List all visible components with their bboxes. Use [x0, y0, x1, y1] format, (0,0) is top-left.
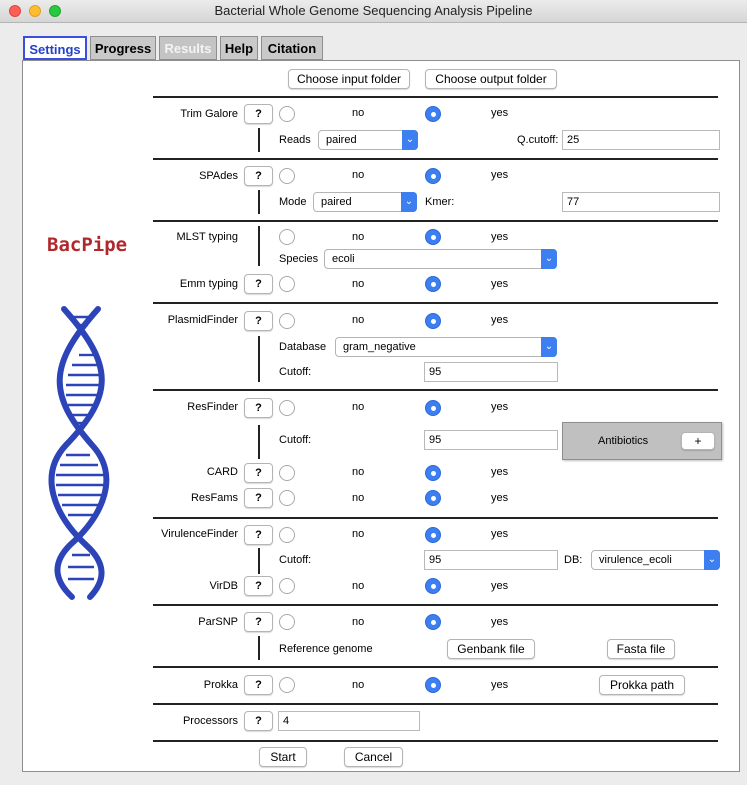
separator	[153, 517, 718, 519]
parsnp-yes-radio[interactable]	[425, 614, 441, 630]
emm-no-radio[interactable]	[279, 276, 295, 292]
chevron-down-icon: ⌄	[402, 130, 418, 150]
no-label: no	[352, 314, 365, 326]
db-value: virulence_ecoli	[599, 554, 672, 566]
separator	[153, 666, 718, 668]
connector	[258, 190, 260, 214]
card-label: CARD	[206, 466, 238, 478]
no-label: no	[352, 580, 365, 592]
no-label: no	[352, 679, 365, 691]
virulencefinder-help-button[interactable]: ?	[244, 525, 273, 545]
start-button[interactable]: Start	[259, 747, 307, 767]
prokka-path-button[interactable]: Prokka path	[599, 675, 685, 695]
species-label: Species	[279, 253, 319, 265]
virulencefinder-label: VirulenceFinder	[161, 528, 238, 540]
no-label: no	[352, 401, 365, 413]
no-label: no	[352, 107, 365, 119]
card-yes-radio[interactable]	[425, 465, 441, 481]
reads-value: paired	[326, 134, 357, 146]
plasmidfinder-help-button[interactable]: ?	[244, 311, 273, 331]
yes-label: yes	[491, 278, 509, 290]
tab-help[interactable]: Help	[220, 36, 258, 60]
antibiotics-panel	[562, 422, 722, 460]
no-label: no	[352, 616, 365, 628]
database-select[interactable]	[335, 337, 557, 357]
reads-label: Reads	[279, 134, 311, 146]
spades-help-button[interactable]: ?	[244, 166, 273, 186]
tab-settings[interactable]: Settings	[23, 36, 87, 60]
prokka-yes-radio[interactable]	[425, 677, 441, 693]
emm-typing-help-button[interactable]: ?	[244, 274, 273, 294]
yes-label: yes	[491, 169, 509, 181]
parsnp-no-radio[interactable]	[279, 614, 295, 630]
connector	[258, 336, 260, 382]
database-label: Database	[279, 341, 327, 353]
parsnp-label: ParSNP	[198, 616, 238, 628]
mode-value: paired	[321, 196, 352, 208]
connector	[258, 226, 260, 266]
yes-label: yes	[491, 401, 509, 413]
trim-galore-help-button[interactable]: ?	[244, 104, 273, 124]
yes-label: yes	[491, 492, 509, 504]
separator	[153, 389, 718, 391]
separator	[153, 302, 718, 304]
emm-typing-label: Emm typing	[179, 278, 238, 290]
parsnp-help-button[interactable]: ?	[244, 612, 273, 632]
separator	[153, 703, 718, 705]
resfinder-cutoff-label: Cutoff:	[279, 434, 312, 446]
virdb-yes-radio[interactable]	[425, 578, 441, 594]
connector	[258, 128, 260, 152]
plasmidfinder-yes-radio[interactable]	[425, 313, 441, 329]
resfams-help-button[interactable]: ?	[244, 488, 273, 508]
title-bar	[0, 0, 747, 23]
separator	[153, 158, 718, 160]
species-select[interactable]	[324, 249, 557, 269]
processors-help-button[interactable]: ?	[244, 711, 273, 731]
no-label: no	[352, 278, 365, 290]
close-window-icon[interactable]	[9, 5, 21, 17]
yes-label: yes	[491, 679, 509, 691]
resfinder-help-button[interactable]: ?	[244, 398, 273, 418]
chevron-down-icon: ⌄	[401, 192, 417, 212]
no-label: no	[352, 231, 365, 243]
card-no-radio[interactable]	[279, 465, 295, 481]
plasmidfinder-cutoff-label: Cutoff:	[279, 366, 312, 378]
no-label: no	[352, 528, 365, 540]
plasmidfinder-no-radio[interactable]	[279, 313, 295, 329]
connector	[258, 636, 260, 660]
yes-label: yes	[491, 107, 509, 119]
virulencefinder-cutoff-label: Cutoff:	[279, 554, 312, 566]
resfinder-yes-radio[interactable]	[425, 400, 441, 416]
cancel-button[interactable]: Cancel	[344, 747, 403, 767]
resfams-no-radio[interactable]	[279, 490, 295, 506]
separator	[153, 740, 718, 742]
choose-output-folder-button[interactable]: Choose output folder	[425, 69, 557, 89]
virulencefinder-cutoff-input[interactable]: 95	[424, 550, 558, 570]
resfams-yes-radio[interactable]	[425, 490, 441, 506]
chevron-down-icon: ⌄	[541, 249, 557, 269]
chevron-down-icon: ⌄	[541, 337, 557, 357]
chevron-down-icon: ⌄	[704, 550, 720, 570]
kmer-label: Kmer:	[425, 196, 455, 208]
yes-label: yes	[491, 528, 509, 540]
connector	[258, 548, 260, 574]
plasmidfinder-cutoff-input[interactable]: 95	[424, 362, 558, 382]
separator	[153, 604, 718, 606]
yes-label: yes	[491, 580, 509, 592]
resfams-label: ResFams	[190, 492, 238, 504]
tab-results: Results	[159, 36, 217, 60]
species-value: ecoli	[332, 253, 355, 265]
tab-citation[interactable]: Citation	[261, 36, 323, 60]
emm-yes-radio[interactable]	[425, 276, 441, 292]
virulencefinder-yes-radio[interactable]	[425, 527, 441, 543]
yes-label: yes	[491, 616, 509, 628]
plasmidfinder-label: PlasmidFinder	[167, 314, 238, 326]
mode-label: Mode	[279, 196, 307, 208]
card-help-button[interactable]: ?	[244, 463, 273, 483]
resfinder-cutoff-input[interactable]: 95	[424, 430, 558, 450]
mlst-no-radio[interactable]	[279, 229, 295, 245]
add-antibiotics-button[interactable]: +	[681, 432, 715, 450]
spades-yes-radio[interactable]	[425, 168, 441, 184]
qcutoff-label: Q.cutoff:	[517, 134, 559, 146]
spades-label: SPAdes	[199, 170, 238, 182]
db-label: DB:	[564, 554, 583, 566]
qcutoff-input[interactable]: 25	[562, 130, 720, 150]
trim-galore-yes-radio[interactable]	[425, 106, 441, 122]
prokka-label: Prokka	[203, 679, 238, 691]
separator	[153, 220, 718, 222]
window-title: Bacterial Whole Genome Sequencing Analysis Pipeline	[214, 3, 533, 18]
no-label: no	[352, 492, 365, 504]
trim-galore-no-radio[interactable]	[279, 106, 295, 122]
prokka-help-button[interactable]: ?	[244, 675, 273, 695]
mlst-typing-label: MLST typing	[176, 231, 238, 243]
choose-input-folder-button[interactable]: Choose input folder	[288, 69, 410, 89]
processors-input[interactable]: 4	[278, 711, 420, 731]
processors-label: Processors	[182, 715, 238, 727]
zoom-window-icon[interactable]	[49, 5, 61, 17]
kmer-input[interactable]: 77	[562, 192, 720, 212]
connector	[258, 425, 260, 459]
yes-label: yes	[491, 231, 509, 243]
dna-helix-icon	[46, 305, 116, 600]
virdb-no-radio[interactable]	[279, 578, 295, 594]
trim-galore-label: Trim Galore	[180, 108, 238, 120]
fasta-file-button[interactable]: Fasta file	[607, 639, 675, 659]
reference-genome-label: Reference genome	[279, 643, 373, 655]
tab-progress[interactable]: Progress	[90, 36, 156, 60]
separator	[153, 96, 718, 98]
prokka-no-radio[interactable]	[279, 677, 295, 693]
minimize-window-icon[interactable]	[29, 5, 41, 17]
database-value: gram_negative	[343, 341, 416, 353]
genbank-file-button[interactable]: Genbank file	[447, 639, 535, 659]
resfinder-no-radio[interactable]	[279, 400, 295, 416]
virdb-help-button[interactable]: ?	[244, 576, 273, 596]
no-label: no	[352, 466, 365, 478]
db-select[interactable]	[591, 550, 720, 570]
resfinder-label: ResFinder	[187, 401, 238, 413]
reads-select[interactable]	[318, 130, 418, 150]
virulencefinder-no-radio[interactable]	[279, 527, 295, 543]
virdb-label: VirDB	[209, 580, 238, 592]
spades-no-radio[interactable]	[279, 168, 295, 184]
mode-select[interactable]	[313, 192, 417, 212]
no-label: no	[352, 169, 365, 181]
mlst-yes-radio[interactable]	[425, 229, 441, 245]
app-logo: BacPipe	[47, 234, 128, 256]
antibiotics-label: Antibiotics	[598, 435, 649, 447]
yes-label: yes	[491, 314, 509, 326]
yes-label: yes	[491, 466, 509, 478]
